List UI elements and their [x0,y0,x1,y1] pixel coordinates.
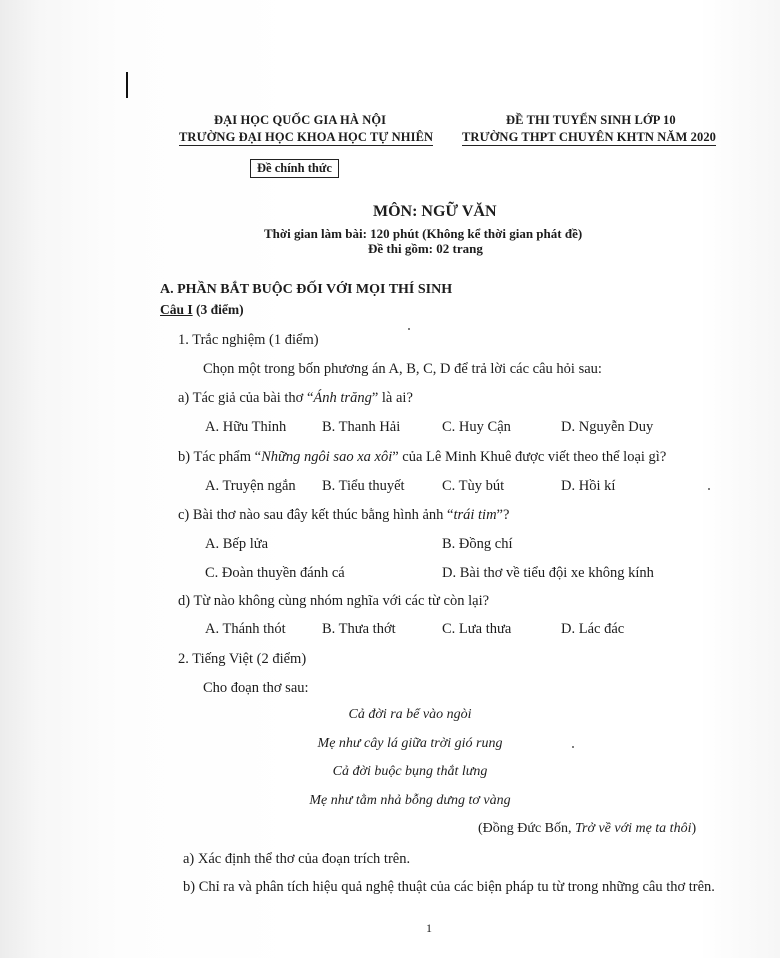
question-a-prefix: a) Tác giả của bài thơ “ [178,390,314,406]
poem-intro: Cho đoạn thơ sau: [203,680,309,696]
scan-speck [708,488,710,490]
option-b-c: C. Tùy bút [442,478,505,494]
option-b-b: B. Tiểu thuyết [322,478,405,494]
option-d-a: A. Thánh thót [205,621,286,637]
question-a-work-title: Ánh trăng [313,390,372,406]
poem-line-2: Mẹ như cây lá giữa trời gió rung [317,736,503,751]
section-a-title: A. PHẦN BẮT BUỘC ĐỐI VỚI MỌI THÍ SINH [160,282,453,297]
question-1-label: Câu I [160,302,193,317]
question-c [178,507,509,524]
question-a [178,390,413,407]
option-a-d: D. Nguyễn Duy [561,419,654,435]
question-b [178,449,666,466]
question-d: d) Từ nào không cùng nhóm nghĩa với các từ còn lại? [178,593,490,609]
question-b-suffix: ” của Lê Minh Khuê được viết theo thể loại gì? [392,449,667,465]
option-c-d: D. Bài thơ về tiểu đội xe không kính [442,565,654,581]
option-d-b: B. Thưa thớt [322,621,396,637]
page-number: 1 [426,921,432,935]
exam-title: ĐỀ THI TUYỂN SINH LỚP 10 [506,113,676,127]
question-a-suffix: ” là ai? [371,390,413,406]
question-c-image-word: trái tim [453,507,497,523]
option-a-a: A. Hữu Thỉnh [205,419,287,435]
exam-school [462,130,716,145]
poem-line-1: Cả đời ra bể vào ngòi [348,707,472,722]
task-a: a) Xác định thể thơ của đoạn trích trên. [183,851,411,867]
question-b-work-title: Những ngôi sao xa xôi [261,449,393,465]
subject-title: MÔN: NGỮ VĂN [373,203,497,220]
question-b-prefix: b) Tác phẩm “ [178,449,262,465]
instruction-text: Chọn một trong bốn phương án A, B, C, D để trả lời các câu hỏi sau: [203,361,602,377]
poem-line-4: Mẹ như tằm nhả bỗng dưng tơ vàng [309,793,511,808]
option-a-c: C. Huy Cận [442,419,511,435]
scan-speck [408,328,410,330]
question-1-points: (3 điểm) [192,302,244,317]
school-name-text: TRƯỜNG ĐẠI HỌC KHOA HỌC TỰ NHIÊN [179,130,434,144]
option-c-c: C. Đoàn thuyền đánh cá [205,565,345,581]
option-a-b: B. Thanh Hải [322,419,401,435]
option-b-a: A. Truyện ngắn [205,478,296,494]
task-b: b) Chỉ ra và phân tích hiệu quả nghệ thuật của các biện pháp tu từ trong những câu thơ trên. [183,879,715,895]
exam-duration: Thời gian làm bài: 120 phút (Không kể thời gian phát đề) [264,226,583,241]
question-c-suffix: ”? [496,507,510,523]
exam-school-text: TRƯỜNG THPT CHUYÊN KHTN NĂM 2020 [462,130,717,144]
part-2-title: 2. Tiếng Việt (2 điểm) [178,651,307,667]
scan-artifact-mark [126,72,128,98]
option-d-c: C. Lưa thưa [442,621,512,637]
official-exam-badge: Đề chính thức [250,159,339,178]
university-name: ĐẠI HỌC QUỐC GIA HÀ NỘI [214,113,387,127]
poem-source-prefix: (Đồng Đức Bốn, [478,821,576,836]
option-c-b: B. Đồng chí [442,536,513,552]
poem-source-title: Trở về với mẹ ta thôi [575,821,692,836]
school-name [179,130,433,145]
option-c-a: A. Bếp lửa [205,536,269,552]
question-1-heading [160,302,244,318]
part-1-title: 1. Trắc nghiệm (1 điểm) [178,332,319,348]
poem-source-suffix: ) [691,821,697,836]
option-b-d: D. Hồi kí [561,478,616,494]
poem-source [478,821,696,837]
poem-line-3: Cả đời buộc bụng thắt lưng [332,764,488,779]
exam-page-count: Đề thi gồm: 02 trang [368,241,483,256]
option-d-d: D. Lác đác [561,621,625,637]
question-c-prefix: c) Bài thơ nào sau đây kết thúc bằng hình ảnh “ [178,507,454,523]
